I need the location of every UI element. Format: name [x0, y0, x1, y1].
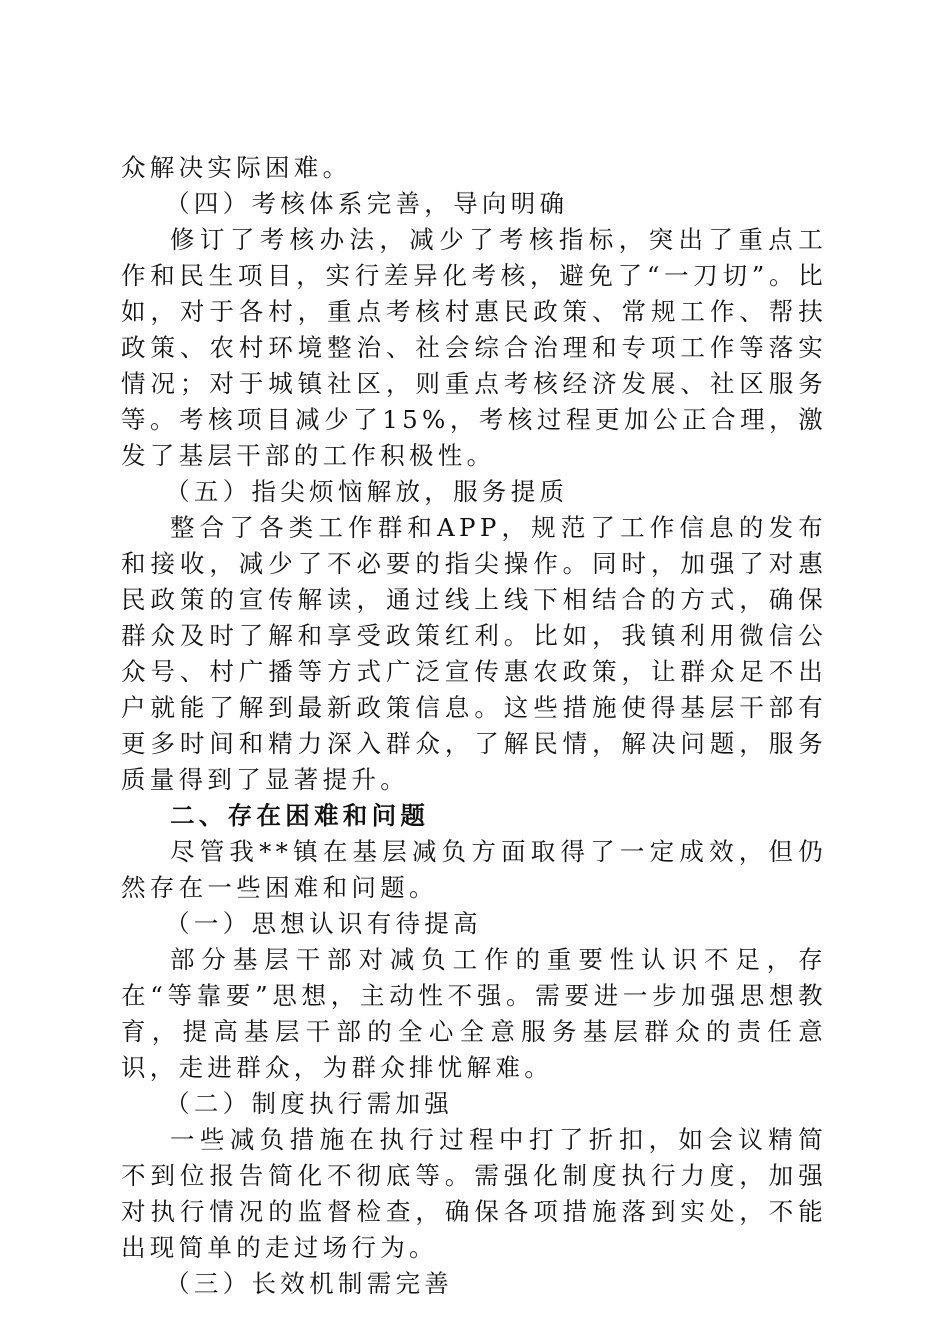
subheading-fingertip-burden: （五）指尖烦恼解放，服务提质: [165, 477, 569, 506]
paragraph-fingertip-burden: 整合了各类工作群和APP，规范了工作信息的发布和接收，减少了不必要的指尖操作。同时，加强了对惠民政策的宣传解读，通过线上线下相结合的方式，确保群众及时了解和享受政策红利。比如，我镇利用微信公众号、村广播等方式广泛宣传惠农政策，让群众足不出户就能了解到最新政策信息。这些措施使得基层干部有更多时间和精力深入群众，了解民情，解决问题，服务质量得到了显著提升。: [121, 513, 827, 794]
paragraph-continuation: 众解决实际困难。: [121, 153, 352, 182]
subheading-assessment-system: （四）考核体系完善，导向明确: [165, 189, 569, 218]
subheading-awareness: （一）思想认识有待提高: [165, 909, 482, 938]
paragraph-awareness: 部分基层干部对减负工作的重要性认识不足，存在“等靠要”思想，主动性不强。需要进一步加强思想教育，提高基层干部的全心全意服务基层群众的责任意识，走进群众，为群众排忧解难。: [121, 945, 827, 1082]
paragraph-assessment-system: 修订了考核办法，减少了考核指标，突出了重点工作和民生项目，实行差异化考核，避免了“一刀切”。比如，对于各村，重点考核村惠民政策、常规工作、帮扶政策、农村环境整治、社会综合治理和专项工作等落实情况；对于城镇社区，则重点考核经济发展、社区服务等。考核项目减少了15%，考核过程更加公正合理，激发了基层干部的工作积极性。: [121, 225, 827, 470]
heading-difficulties-problems: 二、存在困难和问题: [170, 801, 430, 830]
document-body: [121, 150, 827, 1302]
subheading-system-execution: （二）制度执行需加强: [165, 1089, 454, 1118]
paragraph-system-execution: 一些减负措施在执行过程中打了折扣，如会议精简不到位报告简化不彻底等。需强化制度执行力度，加强对执行情况的监督检查，确保各项措施落到实处，不能出现简单的走过场行为。: [121, 1125, 827, 1262]
paragraph-difficulties-intro: 尽管我**镇在基层减负方面取得了一定成效，但仍然存在一些困难和问题。: [121, 837, 827, 902]
subheading-long-term-mechanism: （三）长效机制需完善: [165, 1269, 454, 1298]
